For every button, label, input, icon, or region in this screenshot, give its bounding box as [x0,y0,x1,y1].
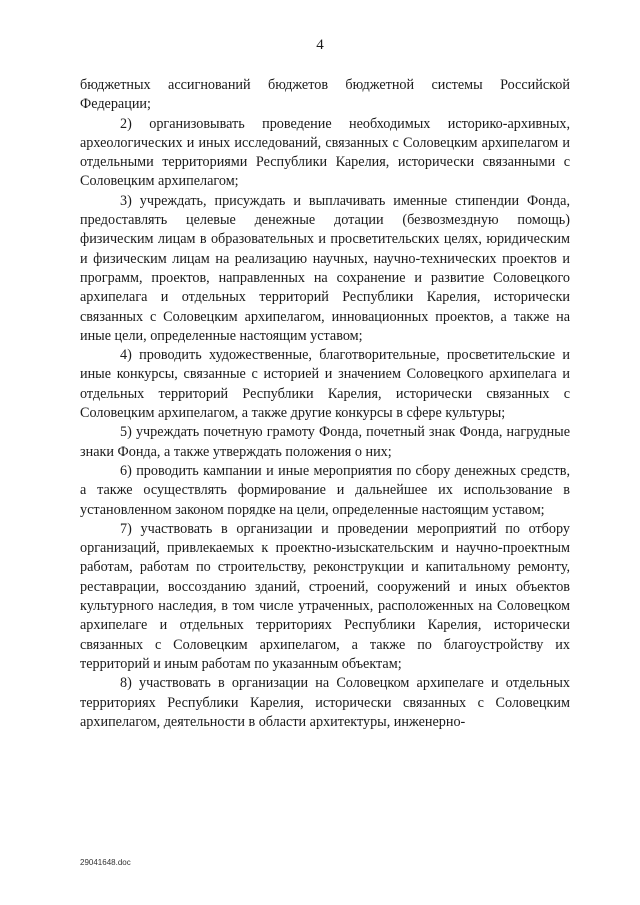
document-body [80,76,570,732]
paragraph-2: 2) организовывать проведение необходимых историко-архивных, археологических и иных исследований, связанных с Соловецким архипелагом и отдельными территориями Республики Карелия, исторически связанными с Соловецким архипелагом; [80,115,570,190]
paragraph-7: 7) участвовать в организации и проведении мероприятий по отбору организаций, привлекаемых к проектно-изыскательским и научно-проектным работам, работам по строительству, реконструкции и капитальному ремонту, реставрации, воссозданию зданий, строений, сооружений и иных объектов культурного наследия, в том числе утраченных, расположенных на Соловецком архипелаге и отдельных территориях Республики Карелия, исторически связанных с Соловецким архипелагом, а также по благоустройству их территорий и иным работам по указанным объектам; [80,520,570,672]
paragraph-5: 5) учреждать почетную грамоту Фонда, почетный знак Фонда, нагрудные знаки Фонда, а также утверждать положения о них; [80,424,570,460]
page-number: 4 [316,37,324,53]
paragraph-3: 3) учреждать, присуждать и выплачивать именные стипендии Фонда, предоставлять целевые денежные дотации (безвозмездную помощь) физическим лицам в образовательных и просветительских целях, юридическим и физическим лицам на реализацию научных, научно-технических проектов и программ, проектов, направленных на сохранение и развитие Соловецкого архипелага и отдельных территорий Республики Карелия, исторически связанных с Соловецким архипелагом, инновационных проектов, а также на иные цели, определенные настоящим уставом; [80,192,570,344]
paragraph-6: 6) проводить кампании и иные мероприятия по сбору денежных средств, а также осуществлять формирование и дальнейшее их использование в установленном законом порядке на цели, определенные настоящим уставом; [80,462,570,518]
paragraph-1: бюджетных ассигнований бюджетов бюджетной системы Российской Федерации; [80,77,570,113]
paragraph-8: 8) участвовать в организации на Соловецком архипелаге и отдельных территориях Республики Карелия, исторически связанных с Соловецким архипелагом, деятельности в области архитектуры, инженерно- [80,675,570,730]
footer-file-code: 29041648.doc [80,858,131,867]
paragraph-4: 4) проводить художественные, благотворительные, просветительские и иные конкурсы, связанные с историей и значением Соловецкого архипелага и отдельных территорий Республики Карелия, исторически связанных с Соловецким архипелагом, а также другие конкурсы в сфере культуры; [80,347,570,422]
